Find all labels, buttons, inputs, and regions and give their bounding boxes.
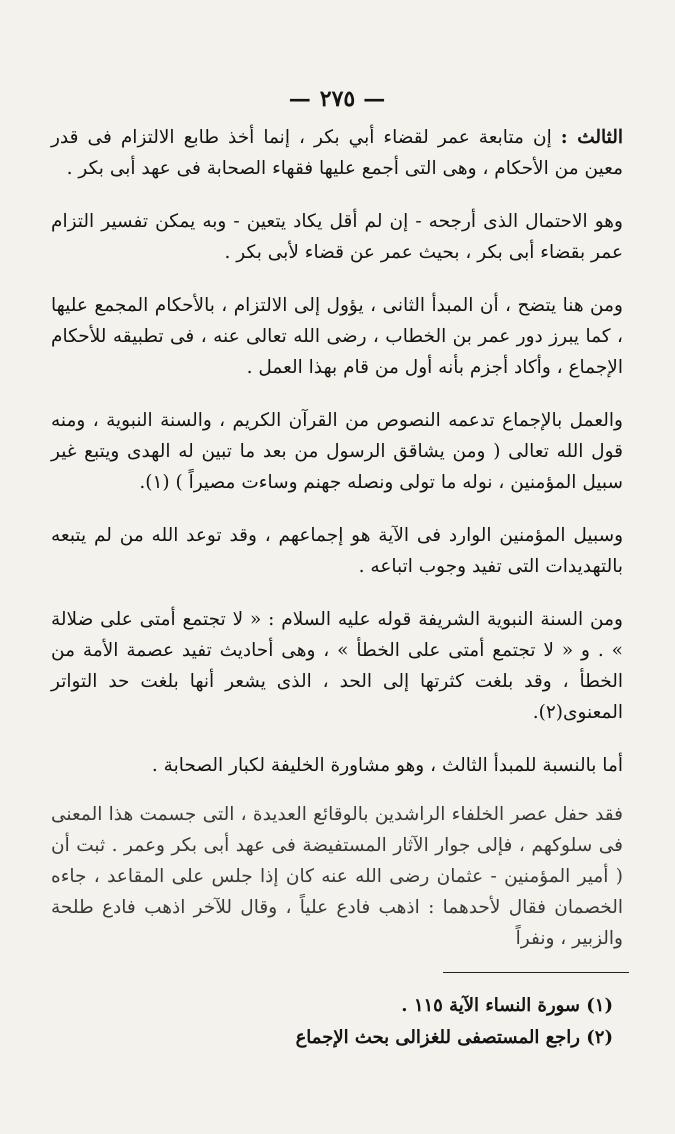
- footnotes: [295, 990, 613, 1054]
- page-number: [0, 86, 675, 112]
- body-text: [51, 122, 623, 976]
- paragraph-6: [51, 604, 623, 728]
- paragraph-text: فقد حفل عصر الخلفاء الراشدين بالوقائع العديدة ، التى جسمت هذا المعنى فى سلوكهم ، فإلى جوار الآثار المستفيضة فى عهد أبى بكر وعمر . ثبت أن ( أمير المؤمنين - عثمان رضى الله عنه كان إذا جلس على المقاعد ، جاءه الخصمان فقال لأحدهما : اذهب فادع علياً ، وقال للآخر اذهب فادع طلحة والزبير ، ونفراً: [51, 804, 623, 949]
- paragraph-text: إن متابعة عمر لقضاء أبي بكر ، إنما أخذ طابع الالتزام فى قدر معين من الأحكام ، وهى التى أجمع عليها فقهاء الصحابة فى عهد أبى بكر .: [51, 127, 623, 179]
- paragraph-text: والعمل بالإجماع تدعمه النصوص من القرآن الكريم ، والسنة النبوية ، ومنه قول الله تعالى ( ومن يشاقق الرسول من بعد ما تبين له الهدى ويتبع غير سبيل المؤمنين ، نوله ما تولى ونصله جهنم وساءت مصيراً ) (١).: [51, 410, 623, 493]
- paragraph-lead: الثالث :: [560, 127, 624, 148]
- paragraph-text: ومن السنة النبوية الشريفة قوله عليه السلام : « لا تجتمع أمتى على ضلالة » . و « لا تجتمع أمتى على الخطأ » ، وهى أحاديث تفيد عصمة الأمة من الخطأ ، وقد بلغت كثرتها إلى الحد ، الذى يشعر أنها بلغت حد التواتر المعنوى(٢).: [51, 609, 624, 723]
- paragraph-5: [51, 520, 623, 582]
- page-number-value: ٢٧٥: [319, 86, 356, 112]
- dash-decoration: —: [288, 86, 312, 112]
- paragraph-text: أما بالنسبة للمبدأ الثالث ، وهو مشاورة الخليفة لكبار الصحابة .: [151, 755, 623, 776]
- footnote-1: (١) سورة النساء الآية ١١٥ .: [401, 995, 613, 1016]
- paragraph-8: [51, 799, 623, 954]
- paragraph-1: [51, 122, 623, 184]
- paragraph-text: ومن هنا يتضح ، أن المبدأ الثانى ، يؤول إلى الالتزام ، بالأحكام المجمع عليها ، كما يبرز دور عمر بن الخطاب ، رضى الله تعالى عنه ، فى تطبيقه للأحكام الإجماع ، وأكاد أجزم بأنه أول من قام بهذا العمل .: [51, 295, 623, 378]
- paragraph-text: وهو الاحتمال الذى أرجحه - إن لم أقل يكاد يتعين - وبه يمكن تفسير التزام عمر بقضاء أبى بكر ، بحيث عمر عن قضاء لأبى بكر .: [51, 211, 623, 263]
- paragraph-3: [51, 290, 623, 383]
- paragraph-7: [51, 750, 623, 781]
- paragraph-text: وسبيل المؤمنين الوارد فى الآية هو إجماعهم ، وقد توعد الله من لم يتبعه بالتهديدات التى تفيد وجوب اتباعه .: [51, 525, 623, 577]
- paragraph-2: [51, 206, 623, 268]
- footnote-2: (٢) راجع المستصفى للغزالى بحث الإجماع: [295, 1027, 613, 1048]
- footnote-divider: [443, 972, 629, 973]
- paragraph-4: [51, 405, 623, 498]
- dash-decoration: —: [363, 86, 387, 112]
